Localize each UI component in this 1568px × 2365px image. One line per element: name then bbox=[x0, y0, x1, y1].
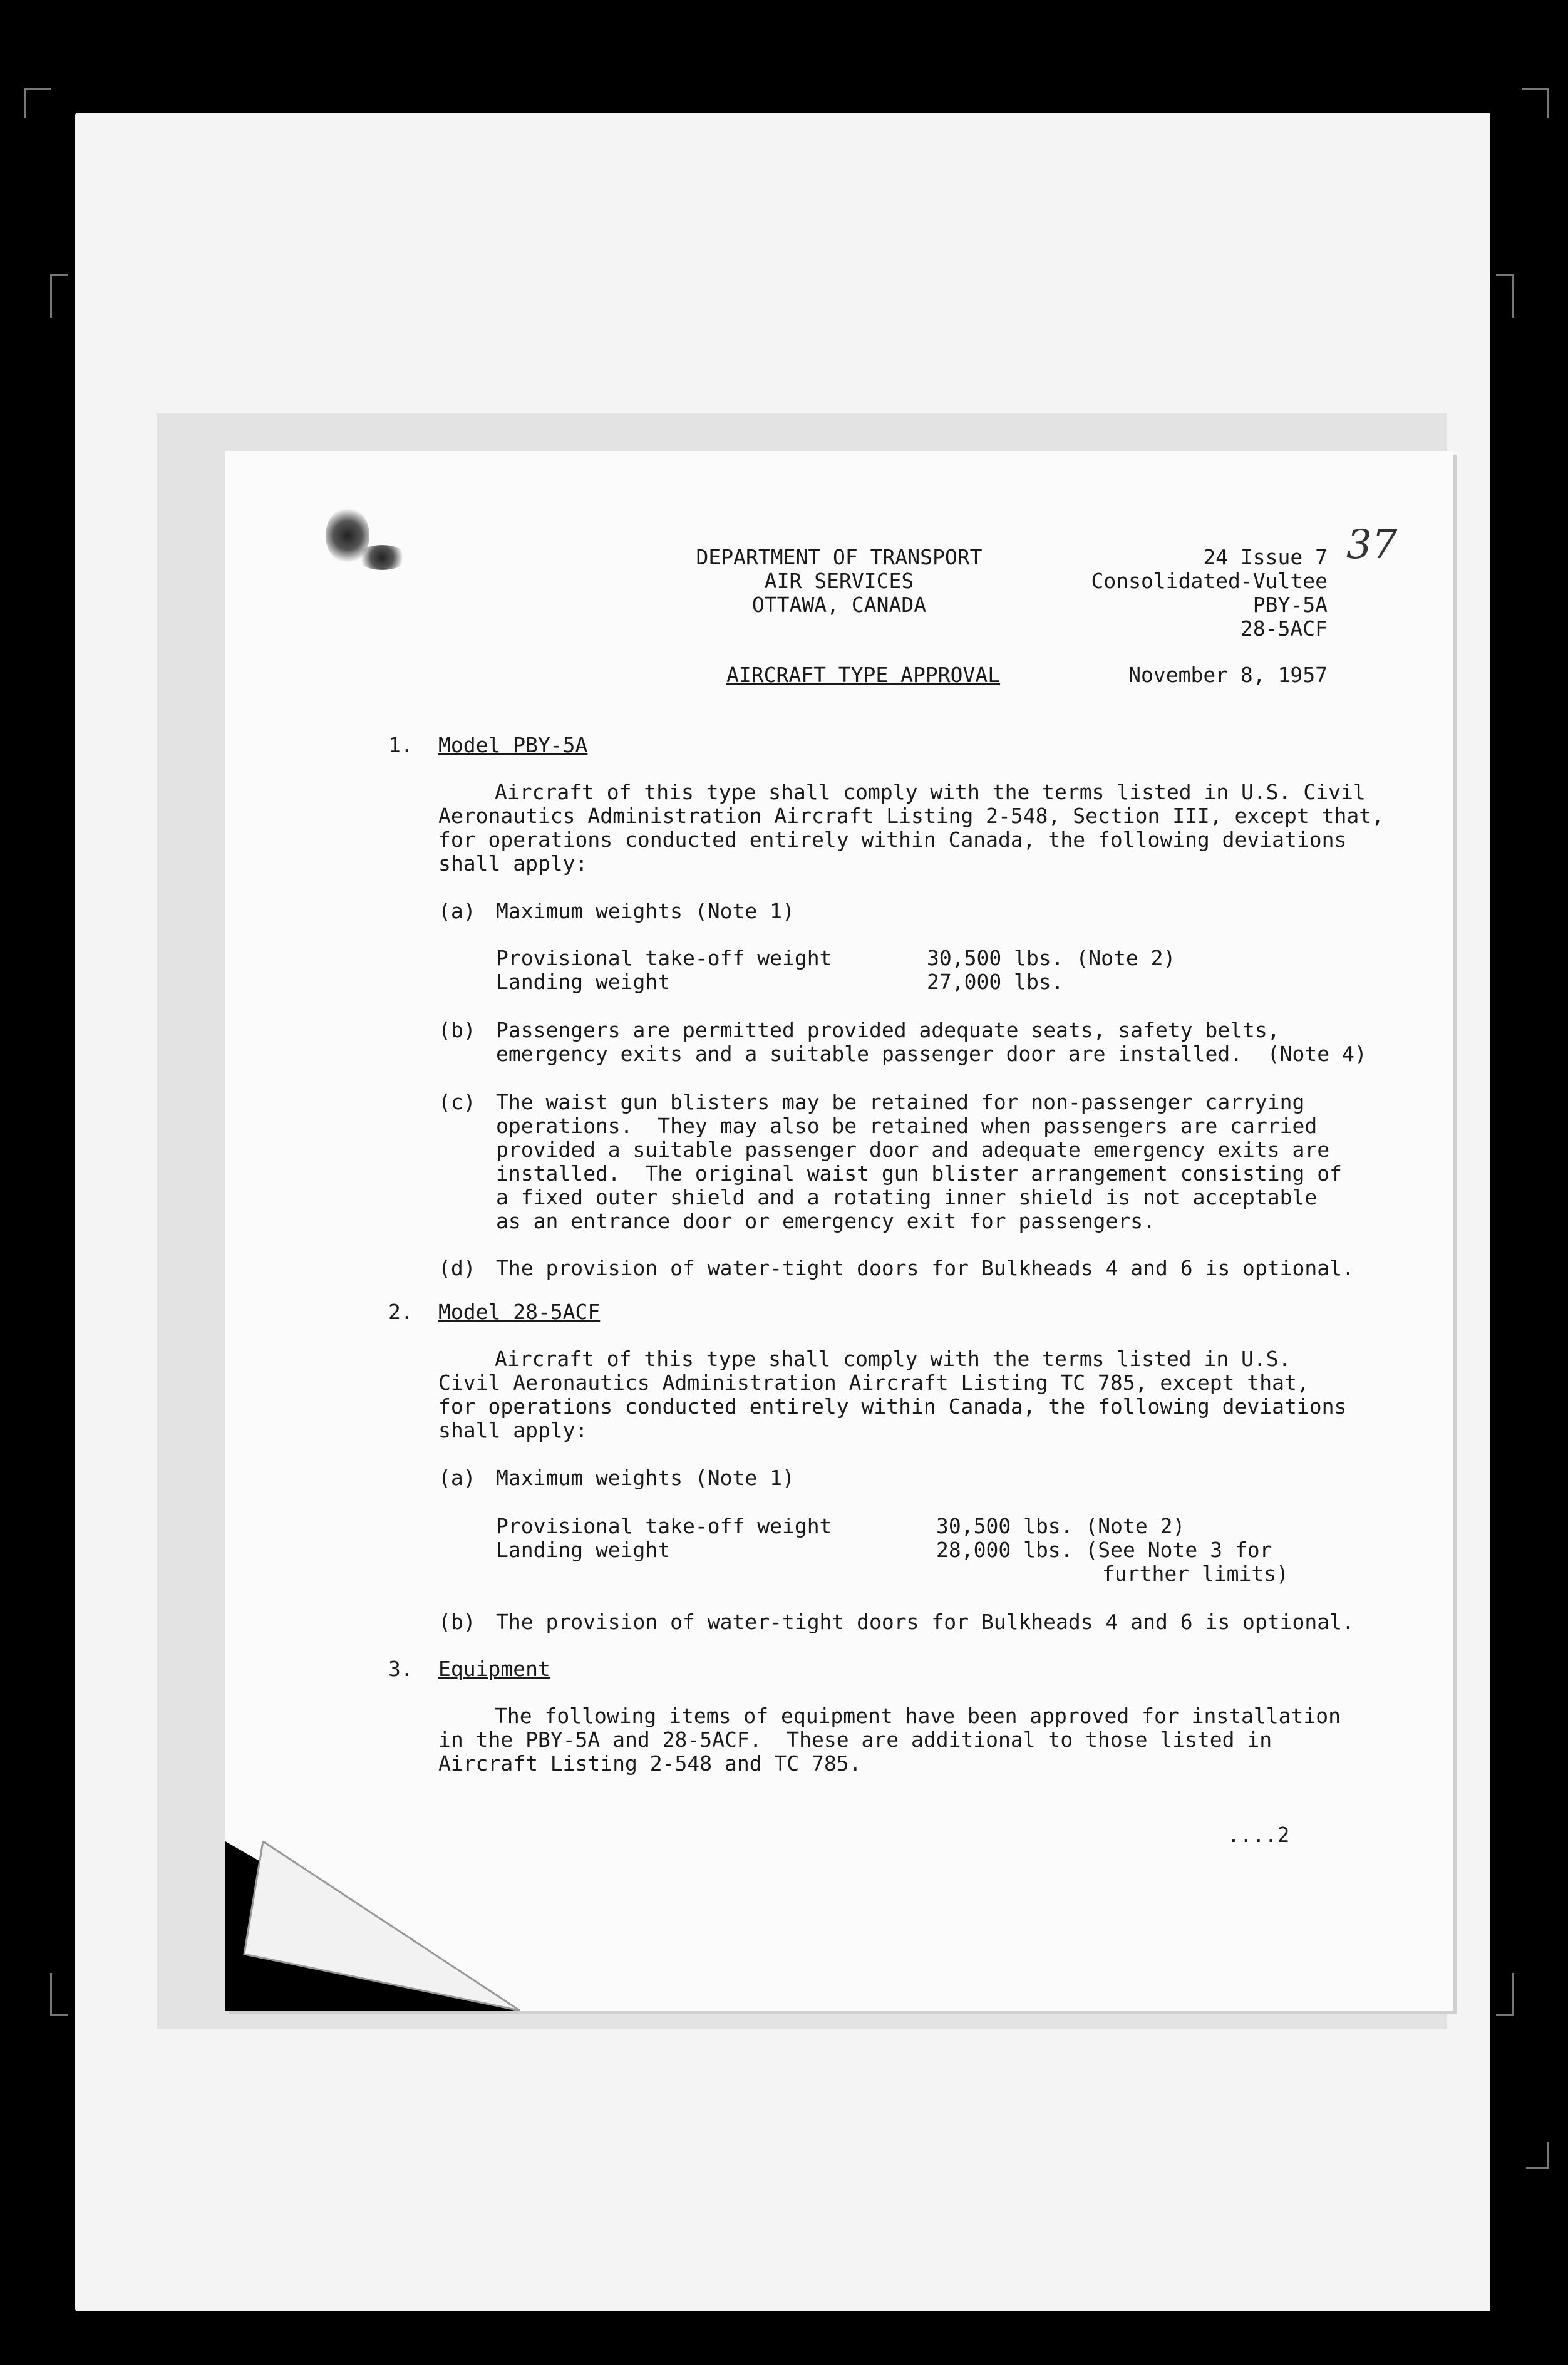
section-1-para-line: for operations conducted entirely within Canada, the following deviations bbox=[438, 827, 1347, 852]
corner-mark-top-left bbox=[24, 88, 51, 118]
doc-date: November 8, 1957 bbox=[1128, 663, 1328, 687]
section-2-para-line: Aircraft of this type shall comply with the terms listed in U.S. bbox=[495, 1347, 1291, 1371]
corner-mark-mid-left bbox=[50, 274, 68, 318]
org-line-1: DEPARTMENT OF TRANSPORT bbox=[696, 545, 983, 569]
section-3-number: 3. bbox=[388, 1657, 413, 1681]
section-1-para-line: Aircraft of this type shall comply with the terms listed in U.S. Civil bbox=[495, 780, 1366, 804]
ref-line-1: 24 Issue 7 bbox=[1203, 545, 1328, 569]
handwritten-page-number: 37 bbox=[1346, 522, 1398, 568]
section-3-heading: Equipment bbox=[438, 1657, 550, 1681]
s1-c-text-line: operations. They may also be retained when passengers are carried bbox=[496, 1114, 1318, 1138]
corner-mark-bottom-right bbox=[1496, 1973, 1514, 2016]
section-1-number: 1. bbox=[388, 733, 413, 757]
section-2-para-line: shall apply: bbox=[438, 1418, 588, 1442]
s1-c-text-line: provided a suitable passenger door and adequate emergency exits are bbox=[496, 1137, 1330, 1162]
section-1-para-line: shall apply: bbox=[438, 851, 588, 876]
document-page bbox=[225, 451, 1453, 2011]
s2-weight-2-value: 28,000 lbs. (See Note 3 for bbox=[936, 1538, 1272, 1562]
section-2-number: 2. bbox=[388, 1300, 413, 1324]
s1-weight-1-label: Provisional take-off weight bbox=[496, 946, 832, 970]
section-1-heading: Model PBY-5A bbox=[438, 733, 588, 757]
section-3-para-line: The following items of equipment have been approved for installation bbox=[495, 1704, 1341, 1728]
s1-c-text-line: as an entrance door or emergency exit for passengers. bbox=[496, 1209, 1155, 1233]
section-2-para-line: for operations conducted entirely within Canada, the following deviations bbox=[438, 1394, 1347, 1419]
s1-weight-2-label: Landing weight bbox=[496, 970, 671, 994]
section-3-para-line: in the PBY-5A and 28-5ACF. These are additional to those listed in bbox=[438, 1727, 1272, 1752]
s2-b-label: (b) bbox=[438, 1610, 476, 1634]
corner-mark-bottom-left bbox=[50, 1973, 68, 2016]
s1-b-text-line: Passengers are permitted provided adequate seats, safety belts, bbox=[496, 1018, 1280, 1042]
s1-weight-2-value: 27,000 lbs. bbox=[927, 970, 1064, 994]
s2-weight-1-label: Provisional take-off weight bbox=[496, 1514, 832, 1538]
corner-mark-mid-right bbox=[1496, 274, 1514, 318]
corner-mark-top-right bbox=[1522, 88, 1549, 118]
ref-line-2: Consolidated-Vultee bbox=[1091, 569, 1328, 593]
s1-b-text-line: emergency exits and a suitable passenger door are installed. (Note 4) bbox=[496, 1042, 1367, 1066]
section-2-heading: Model 28-5ACF bbox=[438, 1300, 601, 1324]
s2-weight-2-label: Landing weight bbox=[496, 1538, 671, 1562]
s2-a-text: Maximum weights (Note 1) bbox=[496, 1466, 795, 1490]
s1-d-text: The provision of water-tight doors for Bulkheads 4 and 6 is optional. bbox=[496, 1256, 1354, 1280]
s1-a-text: Maximum weights (Note 1) bbox=[496, 899, 795, 923]
staple-stain-2 bbox=[357, 545, 407, 570]
s1-c-label: (c) bbox=[438, 1090, 476, 1114]
corner-mark-lower-right bbox=[1526, 2142, 1549, 2169]
s2-weight-1-value: 30,500 lbs. (Note 2) bbox=[936, 1514, 1185, 1538]
s1-c-text-line: The waist gun blisters may be retained for non-passenger carrying bbox=[496, 1090, 1305, 1114]
ref-line-3: PBY-5A bbox=[1252, 593, 1328, 617]
s1-d-label: (d) bbox=[438, 1256, 476, 1280]
s1-b-label: (b) bbox=[438, 1018, 476, 1042]
s2-b-text: The provision of water-tight doors for Bulkheads 4 and 6 is optional. bbox=[496, 1610, 1354, 1634]
section-2-para-line: Civil Aeronautics Administration Aircraft Listing TC 785, except that, bbox=[438, 1370, 1309, 1395]
s1-weight-1-value: 30,500 lbs. (Note 2) bbox=[927, 946, 1176, 970]
section-3-para-line: Aircraft Listing 2-548 and TC 785. bbox=[438, 1751, 862, 1776]
s1-c-text-line: a fixed outer shield and a rotating inner shield is not acceptable bbox=[496, 1185, 1318, 1209]
s1-a-label: (a) bbox=[438, 899, 476, 923]
org-line-3: OTTAWA, CANADA bbox=[751, 593, 927, 617]
s1-c-text-line: installed. The original waist gun blister arrangement consisting of bbox=[496, 1161, 1343, 1186]
s2-weight-2-value-cont: further limits) bbox=[1102, 1561, 1289, 1586]
folded-corner bbox=[225, 1841, 520, 2011]
section-1-para-line: Aeronautics Administration Aircraft Listing 2-548, Section III, except that, bbox=[438, 804, 1384, 828]
org-line-2: AIR SERVICES bbox=[764, 569, 914, 593]
s2-a-label: (a) bbox=[438, 1466, 476, 1490]
ref-line-4: 28-5ACF bbox=[1240, 616, 1328, 641]
doc-title: AIRCRAFT TYPE APPROVAL bbox=[726, 663, 1001, 687]
continued-marker: ....2 bbox=[1227, 1823, 1290, 1847]
